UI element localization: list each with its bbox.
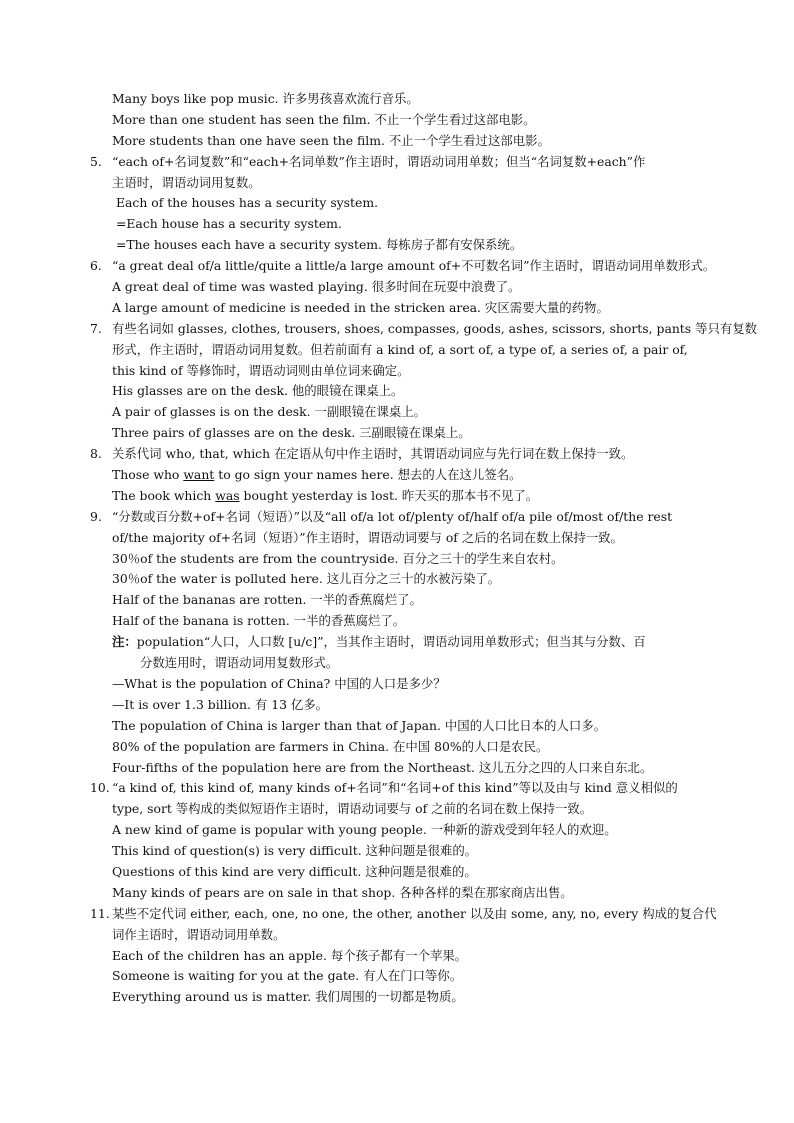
example-sentence: The population of China is larger than that of Japan. 中国的人口比日本的人口多。 [112, 717, 606, 733]
note-label: 注： [112, 634, 137, 650]
example-sentence: =Each house has a security system. [116, 216, 342, 232]
rule-text: “分数或百分数+of+名词（短语）”以及“all of/a lot of/plenty of/half of/a pile of/most of/the rest [112, 508, 673, 524]
rule-number: 10. [90, 780, 110, 796]
example-sentence: Three pairs of glasses are on the desk. 三副眼镜在课桌上。 [112, 425, 471, 441]
example-sentence: 30％of the students are from the countryside. 百分之三十的学生来自农村。 [112, 550, 564, 566]
rule-number: 5. [90, 153, 102, 169]
underlined-word: was [215, 487, 240, 503]
rule-number: 9. [90, 508, 102, 524]
rule-heading [0, 256, 794, 277]
rule-heading [0, 507, 794, 528]
example-sentence: Half of the bananas are rotten. 一半的香蕉腐烂了。 [112, 592, 422, 608]
rule-heading [0, 778, 794, 799]
example-sentence: A new kind of game is popular with young people. 一种新的游戏受到年轻人的欢迎。 [112, 822, 617, 838]
example-sentence: 30％of the water is polluted here. 这儿百分之三十的水被污染了。 [112, 571, 501, 587]
rule-continuation: this kind of 等修饰时，谓语动词则由单位词来确定。 [112, 362, 410, 378]
rule-continuation: type, sort 等构成的类似短语作主语时，谓语动词要与 of 之前的名词在数上保持一致。 [112, 801, 593, 817]
rule-text: “a kind of, this kind of, many kinds of+名词”和“名词+of this kind”等以及由与 kind 意义相似的 [112, 780, 678, 796]
example-sentence: Everything around us is matter. 我们周围的一切都是物质。 [112, 989, 464, 1005]
note-text: population“人口，人口数 [u/c]”，当其作主语时，谓语动词用单数形式；但当其与分数、百 [136, 634, 646, 650]
note-line [0, 632, 794, 653]
rule-number: 8. [90, 446, 102, 462]
example-sentence: Many boys like pop music. 许多男孩喜欢流行音乐。 [112, 91, 419, 106]
example-sentence [0, 486, 794, 507]
rule-continuation: 分数连用时，谓语动词用复数形式。 [140, 655, 339, 671]
rule-continuation: 词作主语时，谓语动词用单数。 [112, 926, 286, 942]
example-sentence: Someone is waiting for you at the gate. 有人在门口等你。 [112, 968, 463, 984]
example-sentence: Many kinds of pears are on sale in that shop. 各种各样的梨在那家商店出售。 [112, 884, 573, 900]
rule-continuation: 主语时，谓语动词用复数。 [112, 174, 261, 190]
example-sentence: =The houses each have a security system. 每栋房子都有安保系统。 [116, 237, 523, 253]
underlined-word: want [183, 467, 215, 483]
example-text: bought yesterday is lost. 昨天买的那本书不见了。 [239, 487, 539, 503]
example-sentence: Each of the houses has a security system. [116, 195, 379, 211]
example-sentence: Questions of this kind are very difficult. 这种问题是很难的。 [112, 863, 477, 879]
rule-heading [0, 319, 794, 340]
rule-text: 有些名词如 glasses, clothes, trousers, shoes, compasses, goods, ashes, scissors, shorts, pants 等只有复数 [112, 320, 758, 336]
example-sentence: More than one student has seen the film. 不止一个学生看过这部电影。 [112, 111, 536, 127]
example-sentence: A large amount of medicine is needed in the stricken area. 灾区需要大量的药物。 [112, 299, 609, 315]
example-sentence: A pair of glasses is on the desk. 一副眼镜在课桌上。 [112, 404, 427, 420]
rule-heading [0, 152, 794, 173]
example-text: Those who [112, 467, 184, 483]
rule-text: 关系代词 who, that, which 在定语从句中作主语时，其谓语动词应与先行词在数上保持一致。 [112, 446, 634, 462]
rule-heading [0, 444, 794, 465]
example-sentence: His glasses are on the desk. 他的眼镜在课桌上。 [112, 383, 404, 399]
example-text: to go sign your names here. 想去的人在这儿签名。 [214, 467, 522, 483]
rule-continuation: of/the majority of+名词（短语）”作主语时，谓语动词要与 of 之后的名词在数上保持一致。 [112, 529, 623, 545]
document-body [0, 89, 794, 1008]
rule-text: “a great deal of/a little/quite a little/a large amount of+不可数名词”作主语时，谓语动词用单数形式。 [112, 258, 716, 274]
rule-text: “each of+名词复数”和“each+名词单数”作主语时，谓语动词用单数；但当“名词复数+each”作 [112, 153, 646, 169]
example-text: The book which [112, 487, 216, 503]
example-sentence: —What is the population of China? 中国的人口是多少？ [112, 675, 446, 691]
example-sentence: 80% of the population are farmers in China. 在中国 80%的人口是农民。 [112, 738, 549, 754]
rule-text: 某些不定代词 either, each, one, no one, the other, another 以及由 some, any, no, every 构成的复合代 [112, 905, 717, 921]
example-sentence: Half of the banana is rotten. 一半的香蕉腐烂了。 [112, 613, 406, 629]
rule-number: 7. [90, 320, 102, 336]
example-sentence: Four-fifths of the population here are from the Northeast. 这儿五分之四的人口来自东北。 [112, 759, 653, 775]
rule-number: 11. [90, 905, 110, 921]
example-sentence: —It is over 1.3 billion. 有 13 亿多。 [112, 696, 329, 712]
rule-continuation: 形式，作主语时，谓语动词用复数。但若前面有 a kind of, a sort of, a type of, a series of, a pair of, [112, 341, 688, 357]
rule-number: 6. [90, 258, 102, 274]
example-sentence [0, 465, 794, 486]
example-sentence: Each of the children has an apple. 每个孩子都有一个苹果。 [112, 947, 468, 963]
example-sentence: A great deal of time was wasted playing. 很多时间在玩耍中浪费了。 [112, 279, 521, 295]
example-sentence: More students than one have seen the film. 不止一个学生看过这部电影。 [112, 132, 550, 148]
example-sentence: This kind of question(s) is very difficult. 这种问题是很难的。 [112, 843, 478, 859]
rule-heading [0, 904, 794, 925]
